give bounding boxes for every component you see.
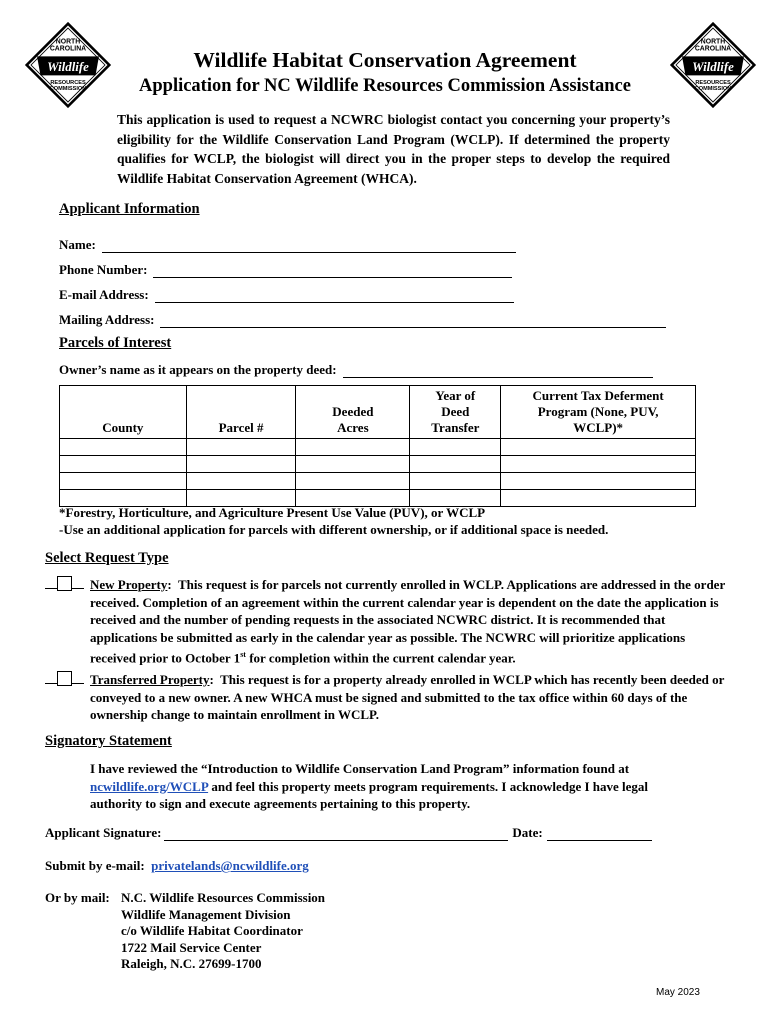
svg-text:Wildlife: Wildlife (47, 60, 89, 75)
signatory-text-b: and feel this property meets program requirements. I acknowledge I have legal authority to sign and execute agreements pertaining to this property. (90, 778, 649, 811)
new-property-checkbox[interactable] (57, 576, 72, 591)
mailing-address-block (121, 890, 325, 973)
transferred-property-checkbox-row[interactable] (45, 671, 84, 688)
signatory-text-a: I have reviewed the “Introduction to Wildlife Conservation Land Program” information found at (90, 761, 630, 776)
new-property-text-tail: for completion within the current calendar year. (245, 650, 516, 666)
svg-text:RESOURCES: RESOURCES (695, 79, 731, 86)
cell[interactable] (296, 490, 410, 507)
additional-application-note: -Use an additional application for parcels with different ownership, or if additional space is needed. (59, 522, 609, 537)
cell[interactable] (501, 456, 696, 473)
owner-label: Owner’s name as it appears on the property deed: (59, 362, 337, 377)
request-heading: Select Request Type (45, 550, 169, 566)
parcels-table (59, 385, 696, 507)
phone-field[interactable] (59, 262, 512, 278)
address-line: Wildlife Management Division (121, 906, 291, 922)
email-input-line[interactable] (155, 290, 514, 303)
signature-label: Applicant Signature: (45, 825, 162, 840)
ordinal-suffix: st (240, 650, 246, 659)
svg-text:CAROLINA: CAROLINA (49, 45, 87, 53)
signature-field[interactable] (45, 825, 652, 841)
transferred-property-checkbox[interactable] (57, 671, 72, 686)
cell[interactable] (410, 473, 501, 490)
phone-input-line[interactable] (153, 265, 512, 278)
cell[interactable] (186, 473, 296, 490)
mailing-field[interactable] (59, 312, 666, 328)
parcels-heading: Parcels of Interest (59, 335, 172, 351)
svg-text:COMMISSION: COMMISSION (49, 85, 87, 92)
phone-label: Phone Number: (59, 262, 148, 277)
date-label: Date: (512, 825, 543, 840)
mail-label: Or by mail: (45, 890, 110, 905)
address-line: N.C. Wildlife Resources Commission (121, 890, 326, 905)
signatory-heading: Signatory Statement (45, 733, 172, 749)
transferred-property-label: Transferred Property (90, 672, 210, 687)
signature-input-line[interactable] (164, 828, 508, 841)
svg-text:Wildlife: Wildlife (692, 60, 734, 75)
applicant-heading: Applicant Information (59, 201, 200, 217)
transferred-property-option: Transferred Property: This request is for a property already enrolled in WCLP which has recently been deeded or conveyed to a new owner. A new WHCA must be signed and submitted to the tax office within 60 days of the ownership change to maintain enrollment in WCLP. (90, 672, 725, 722)
transferred-property-text: This request is for a property already enrolled in WCLP which has recently been deeded or conveyed to a new owner. A new WHCA must be signed and submitted to the tax office within 60 days of the ownership change to maintain enrollment in WCLP. (90, 672, 725, 722)
submit-email-link[interactable]: privatelands@ncwildlife.org (151, 858, 309, 873)
email-field[interactable] (59, 287, 514, 303)
cell[interactable] (60, 456, 187, 473)
col-acres: Deeded Acres (296, 386, 410, 439)
cell[interactable] (501, 439, 696, 456)
table-row (60, 473, 696, 490)
cell[interactable] (296, 456, 410, 473)
submit-email-label: Submit by e-mail: (45, 858, 145, 873)
cell[interactable] (186, 439, 296, 456)
new-property-option: New Property: This request is for parcels not currently enrolled in WCLP. Applications are addressed in the order received. Completion of an agreement within the current calendar year is dependent on the date the application is received and the number of pending requests in the associated NCWRC district. It is recommended that applications be submitted as early in the calendar year as possible. The NCWRC will prioritize applications received prior to October 1st for completion within the current calendar year. (90, 577, 725, 666)
footer-date: May 2023 (656, 987, 700, 998)
cell[interactable] (186, 456, 296, 473)
svg-text:NORTH: NORTH (700, 38, 726, 46)
name-field[interactable] (59, 237, 516, 253)
svg-text:RESOURCES: RESOURCES (50, 79, 86, 86)
puv-footnote: *Forestry, Horticulture, and Agriculture Present Use Value (PUV), or WCLP (59, 505, 486, 520)
cell[interactable] (60, 439, 187, 456)
table-row (60, 439, 696, 456)
address-line: Raleigh, N.C. 27699-1700 (121, 956, 262, 971)
email-label: E-mail Address: (59, 287, 149, 302)
col-parcel: Parcel # (186, 386, 296, 439)
new-property-label: New Property (90, 577, 168, 592)
owner-field[interactable] (59, 362, 653, 378)
col-deferment: Current Tax Deferment Program (None, PUV, WCLP)* (501, 386, 696, 439)
mailing-input-line[interactable] (160, 315, 666, 328)
table-header-row (60, 386, 696, 439)
new-property-checkbox-row[interactable] (45, 576, 84, 593)
cell[interactable] (410, 439, 501, 456)
svg-text:COMMISSION: COMMISSION (694, 85, 732, 92)
cell[interactable] (501, 490, 696, 507)
name-label: Name: (59, 237, 96, 252)
address-line: c/o Wildlife Habitat Coordinator (121, 923, 303, 938)
cell[interactable] (501, 473, 696, 490)
intro-paragraph: This application is used to request a NCWRC biologist contact you concerning your property’s eligibility for the Wildlife Conservation Land Program (WCLP). If determined the property qualifies for WCLP, the biologist will direct you in the proper steps to develop the required Wildlife Habitat Conservation Agreement (WHCA). (117, 112, 670, 186)
cell[interactable] (60, 473, 187, 490)
mailing-label: Mailing Address: (59, 312, 155, 327)
submit-email-row (45, 857, 309, 875)
page-subtitle: Application for NC Wildlife Resources Commission Assistance (139, 76, 631, 96)
cell[interactable] (186, 490, 296, 507)
cell[interactable] (60, 490, 187, 507)
cell[interactable] (296, 439, 410, 456)
table-row (60, 490, 696, 507)
date-input-line[interactable] (547, 828, 652, 841)
page-title: Wildlife Habitat Conservation Agreement (193, 48, 577, 72)
owner-input-line[interactable] (343, 365, 653, 378)
wclp-link[interactable]: ncwildlife.org/WCLP (90, 778, 209, 794)
new-property-text: This request is for parcels not currently enrolled in WCLP. Applications are addressed in the order received. Completion of an agreement within the current calendar year is dependent on the date the application is received and the number of pending requests in the associated NCWRC district. It is recommended that applications be submitted as early in the calendar year as possible. The NCWRC will prioritize applications received prior to October 1 (90, 577, 725, 666)
col-county: County (60, 386, 187, 439)
signatory-statement (90, 760, 700, 813)
cell[interactable] (296, 473, 410, 490)
cell[interactable] (410, 456, 501, 473)
svg-text:CAROLINA: CAROLINA (694, 45, 732, 53)
name-input-line[interactable] (102, 240, 516, 253)
col-year: Year of Deed Transfer (410, 386, 501, 439)
svg-text:NORTH: NORTH (55, 38, 81, 46)
cell[interactable] (410, 490, 501, 507)
address-line: 1722 Mail Service Center (121, 939, 262, 955)
table-row (60, 456, 696, 473)
